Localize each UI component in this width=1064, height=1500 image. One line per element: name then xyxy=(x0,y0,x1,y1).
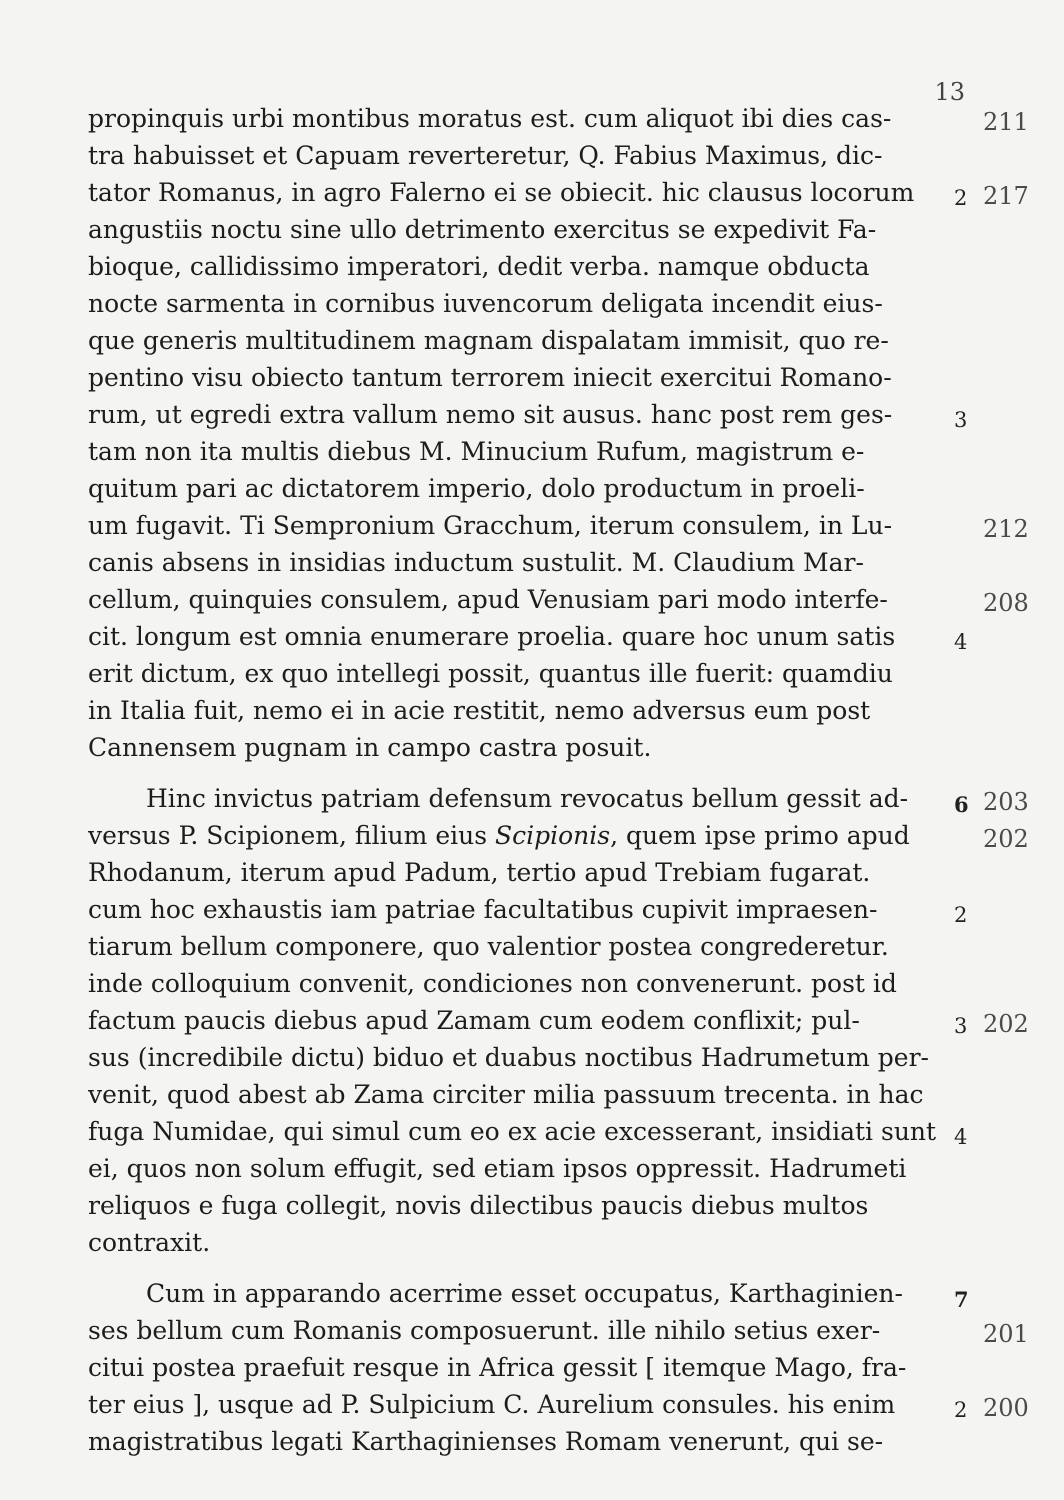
line-text: um fugavit. Ti Sempronium Gracchum, iterum consulem, in Lu- xyxy=(88,511,893,540)
text-line xyxy=(88,965,1064,1002)
text-line xyxy=(88,507,1064,544)
text-line xyxy=(88,1039,1064,1076)
text-line xyxy=(88,544,1064,581)
year-marker: 202 xyxy=(983,1010,1029,1038)
line-text: ter eius ], usque ad P. Sulpicium C. Aurelium consules. his enim xyxy=(88,1390,896,1419)
line-text: quitum pari ac dictatorem imperio, dolo productum in proeli- xyxy=(88,474,865,503)
year-marker: 202 xyxy=(983,825,1029,853)
line-text: angustiis noctu sine ullo detrimento exercitus se expedivit Fa- xyxy=(88,215,877,244)
year-marker: 211 xyxy=(983,108,1029,136)
text-line xyxy=(88,928,1064,965)
text-line xyxy=(88,211,1064,248)
text-line xyxy=(88,396,1064,433)
text-line xyxy=(88,100,1064,137)
line-text: ses bellum cum Romanis composuerunt. ille nihilo setius exer- xyxy=(88,1316,881,1345)
text-line xyxy=(88,285,1064,322)
text-line xyxy=(88,729,1064,766)
line-text: tra habuisset et Capuam reverteretur, Q. Fabius Maximus, dic- xyxy=(88,141,883,170)
section-number: 4 xyxy=(954,630,968,654)
text-line xyxy=(88,655,1064,692)
section-number: 2 xyxy=(954,186,968,210)
text-line xyxy=(88,1386,1064,1423)
text-line xyxy=(88,1423,1064,1460)
line-text: erit dictum, ex quo intellegi possit, quantus ille fuerit: quamdiu xyxy=(88,659,893,688)
line-text: in Italia fuit, nemo ei in acie restitit, nemo adversus eum post xyxy=(88,696,871,725)
line-text xyxy=(88,817,948,854)
year-marker: 208 xyxy=(983,589,1029,617)
line-text: tator Romanus, in agro Falerno ei se obiecit. hic clausus locorum xyxy=(88,178,915,207)
line-text: Cum in apparando acerrime esset occupatus, Karthaginien- xyxy=(146,1279,903,1308)
section-number: 2 xyxy=(954,903,968,927)
paragraph-gap xyxy=(88,766,1064,780)
text-line xyxy=(88,780,1064,817)
text-line xyxy=(88,1076,1064,1113)
section-number: 3 xyxy=(954,408,968,432)
line-text: que generis multitudinem magnam dispalatam immisit, quo re- xyxy=(88,326,889,355)
year-marker: 217 xyxy=(983,182,1029,210)
line-text: cellum, quinquies consulem, apud Venusiam pari modo interfe- xyxy=(88,585,888,614)
text-line xyxy=(88,470,1064,507)
line-text: fuga Numidae, qui simul cum eo ex acie excesserant, insidiati sunt xyxy=(88,1117,937,1146)
section-number: 4 xyxy=(954,1125,968,1149)
text-line xyxy=(88,692,1064,729)
text-line xyxy=(88,1349,1064,1386)
line-text: sus (incredibile dictu) biduo et duabus noctibus Hadrumetum per- xyxy=(88,1043,930,1072)
text-line xyxy=(88,1150,1064,1187)
year-marker: 201 xyxy=(983,1320,1029,1348)
text-line xyxy=(88,1002,1064,1039)
year-marker: 200 xyxy=(983,1394,1029,1422)
year-marker: 212 xyxy=(983,515,1029,543)
line-text: contraxit. xyxy=(88,1228,211,1257)
section-number: 7 xyxy=(954,1287,969,1312)
line-text: pentino visu obiecto tantum terrorem iniecit exercitui Romano- xyxy=(88,363,892,392)
year-marker: 203 xyxy=(983,788,1029,816)
line-text: canis absens in insidias inductum sustulit. M. Claudium Mar- xyxy=(88,548,864,577)
text-line xyxy=(88,1113,1064,1150)
line-text: venit, quod abest ab Zama circiter milia passuum trecenta. in hac xyxy=(88,1080,924,1109)
line-text: reliquos e fuga collegit, novis dilectibus paucis diebus multos xyxy=(88,1191,869,1220)
text-line xyxy=(88,581,1064,618)
section-number: 2 xyxy=(954,1398,968,1422)
line-text: nocte sarmenta in cornibus iuvencorum deligata incendit eius- xyxy=(88,289,883,318)
line-text: Hinc invictus patriam defensum revocatus bellum gessit ad- xyxy=(146,784,909,813)
text-line xyxy=(88,137,1064,174)
line-text: tiarum bellum componere, quo valentior postea congrederetur. xyxy=(88,932,889,961)
paragraph-gap xyxy=(88,1261,1064,1275)
line-text-part: , quem ipse primo apud xyxy=(610,821,910,850)
text-line xyxy=(88,1275,1064,1312)
line-text: tam non ita multis diebus M. Minucium Rufum, magistrum e- xyxy=(88,437,865,466)
text-line xyxy=(88,359,1064,396)
line-text: factum paucis diebus apud Zamam cum eodem conflixit; pul- xyxy=(88,1006,860,1035)
page-number: 13 xyxy=(934,78,965,106)
text-line xyxy=(88,433,1064,470)
text-line xyxy=(88,854,1064,891)
text-line xyxy=(88,1224,1064,1261)
line-text: Cannensem pugnam in campo castra posuit. xyxy=(88,733,652,762)
line-text: cum hoc exhaustis iam patriae facultatibus cupivit impraesen- xyxy=(88,895,878,924)
section-number: 3 xyxy=(954,1014,968,1038)
line-text: inde colloquium convenit, condiciones non convenerunt. post id xyxy=(88,969,897,998)
line-text-part: versus P. Scipionem, filium eius xyxy=(88,821,495,850)
text-line xyxy=(88,891,1064,928)
text-block xyxy=(88,100,1064,1460)
text-line xyxy=(88,1312,1064,1349)
line-text: citui postea praefuit resque in Africa gessit [ itemque Mago, fra- xyxy=(88,1353,907,1382)
italic-word: Scipionis xyxy=(494,821,611,850)
text-line xyxy=(88,817,1064,854)
text-line xyxy=(88,1187,1064,1224)
text-line xyxy=(88,322,1064,359)
line-text: propinquis urbi montibus moratus est. cum aliquot ibi dies cas- xyxy=(88,104,892,133)
line-text: cit. longum est omnia enumerare proelia. quare hoc unum satis xyxy=(88,622,896,651)
line-text: Rhodanum, iterum apud Padum, tertio apud Trebiam fugarat. xyxy=(88,858,871,887)
line-text: bioque, callidissimo imperatori, dedit verba. namque obducta xyxy=(88,252,870,281)
line-text: ei, quos non solum effugit, sed etiam ipsos oppressit. Hadrumeti xyxy=(88,1154,907,1183)
section-number: 6 xyxy=(954,792,969,817)
text-line xyxy=(88,618,1064,655)
text-line xyxy=(88,174,1064,211)
line-text: rum, ut egredi extra vallum nemo sit ausus. hanc post rem ges- xyxy=(88,400,893,429)
text-line xyxy=(88,248,1064,285)
line-text: magistratibus legati Karthaginienses Romam venerunt, qui se- xyxy=(88,1427,884,1456)
